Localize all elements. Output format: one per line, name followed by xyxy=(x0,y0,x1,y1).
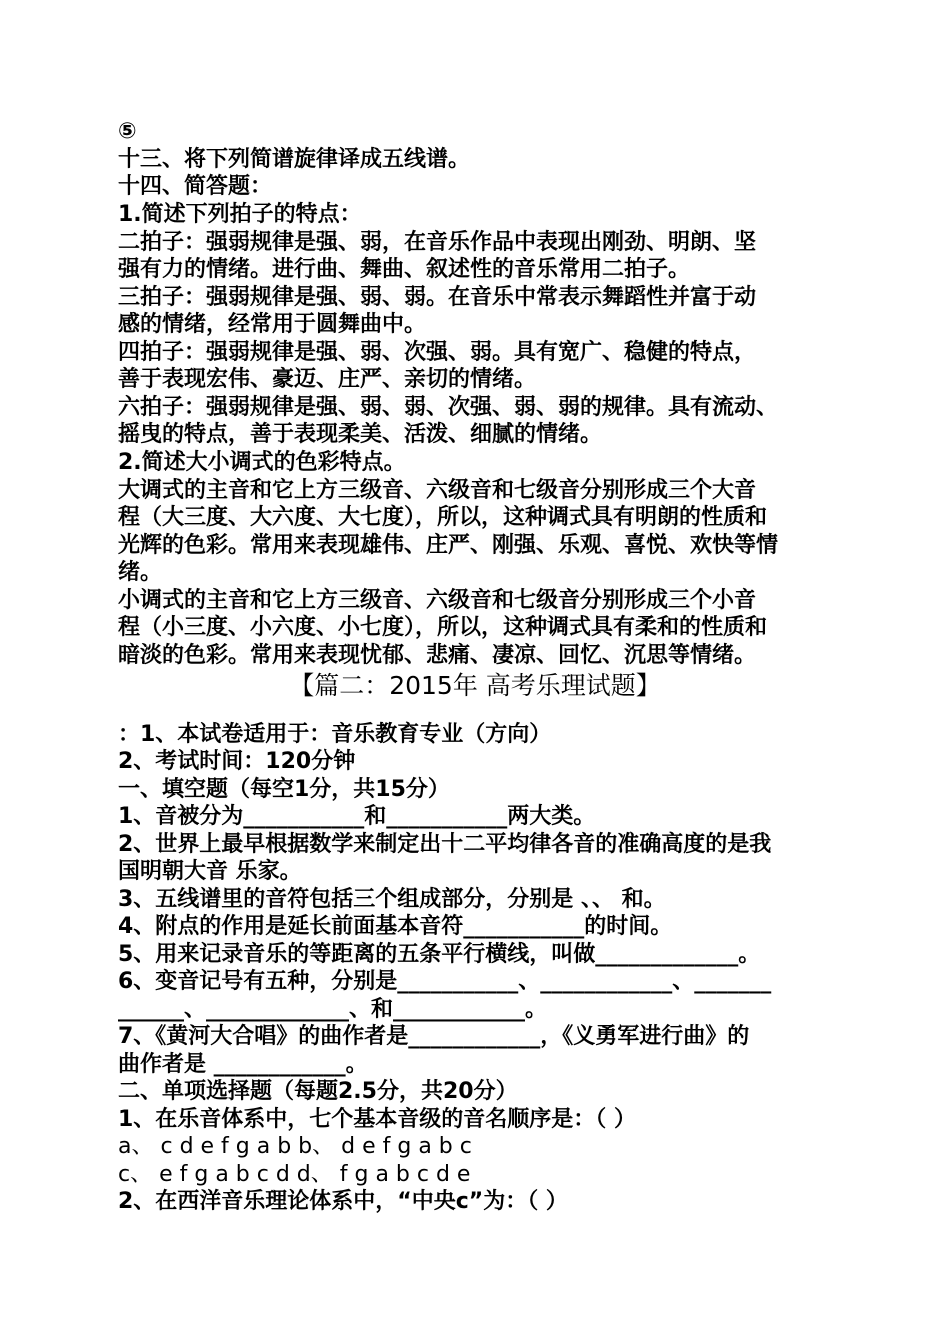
circled-five-marker: ⑤ xyxy=(118,119,137,144)
choice-1-options-cd: c、 e f g a b c d d、 f g a b c d e xyxy=(118,1162,471,1187)
major-mode-line-1: 大调式的主音和它上方三级音、六级音和七级音分别形成三个大音 xyxy=(118,478,757,503)
fill-question-4: 4、附点的作用是延长前面基本音符___________的时间。 xyxy=(118,914,673,939)
major-mode-line-2: 程（大三度、大六度、大七度），所以，这种调式具有明朗的性质和 xyxy=(118,505,768,530)
fill-question-6-line-1: 6、变音记号有五种，分别是___________、____________、_______ xyxy=(118,969,772,994)
quadruple-meter-line-1: 四拍子：强弱规律是强、弱、次强、弱。具有宽广、稳健的特点， xyxy=(118,340,757,365)
sextuple-meter-line-2: 摇曳的特点，善于表现柔美、活泼、细腻的情绪。 xyxy=(118,422,603,447)
fill-question-7-line-1: 7、《黄河大合唱》的曲作者是____________，《义勇军进行曲》的 xyxy=(118,1024,750,1049)
fill-question-2-line-1: 2、世界上最早根据数学来制定出十二平均律各音的准确高度的是我 xyxy=(118,832,772,857)
fill-question-5: 5、用来记录音乐的等距离的五条平行横线，叫做_____________。 xyxy=(118,942,761,967)
triple-meter-line-1: 三拍子：强弱规律是强、弱、弱。在音乐中常表示舞蹈性并富于动 xyxy=(118,285,757,310)
section-title: 【篇二：2015年 高考乐理试题】 xyxy=(289,671,661,700)
fill-question-3: 3、五线谱里的音符包括三个组成部分，分别是 、、 和。 xyxy=(118,887,666,912)
minor-mode-line-1: 小调式的主音和它上方三级音、六级音和七级音分别形成三个小音 xyxy=(118,588,757,613)
fill-question-6-line-2: ______、_____________、和____________。 xyxy=(118,997,548,1022)
choice-question-2: 2、在西洋音乐理论体系中，“中央c”为：（ ） xyxy=(118,1189,568,1214)
question-13-heading: 十三、将下列简谱旋律译成五线谱。 xyxy=(118,147,471,172)
exam-note-1: ：1、本试卷适用于：音乐教育专业（方向） xyxy=(118,722,552,747)
minor-mode-line-3: 暗淡的色彩。常用来表现忧郁、悲痛、凄凉、回忆、沉思等情绪。 xyxy=(118,643,757,668)
subquestion-1: 1.简述下列拍子的特点： xyxy=(118,202,362,227)
fill-question-1: 1、音被分为___________和___________两大类。 xyxy=(118,804,596,829)
duple-meter-line-1: 二拍子：强弱规律是强、弱，在音乐作品中表现出刚劲、明朗、坚 xyxy=(118,230,757,255)
major-mode-line-3: 光辉的色彩。常用来表现雄伟、庄严、刚强、乐观、喜悦、欢快等情 xyxy=(118,533,779,558)
question-14-heading: 十四、简答题： xyxy=(118,174,273,199)
choice-1-options-ab: a、 c d e f g a b b、 d e f g a b c xyxy=(118,1134,472,1159)
major-mode-line-4: 绪。 xyxy=(118,560,163,585)
sextuple-meter-line-1: 六拍子：强弱规律是强、弱、弱、次强、弱、弱的规律。具有流动、 xyxy=(118,395,779,420)
fill-question-7-line-2: 曲作者是 ____________。 xyxy=(118,1052,368,1077)
duple-meter-line-2: 强有力的情绪。进行曲、舞曲、叙述性的音乐常用二拍子。 xyxy=(118,257,691,282)
triple-meter-line-2: 感的情绪，经常用于圆舞曲中。 xyxy=(118,312,427,337)
fill-in-section-heading: 一、填空题（每空1分，共15分） xyxy=(118,777,450,802)
subquestion-2: 2.简述大小调式的色彩特点。 xyxy=(118,450,406,475)
minor-mode-line-2: 程（小三度、小六度、小七度），所以，这种调式具有柔和的性质和 xyxy=(118,615,768,640)
quadruple-meter-line-2: 善于表现宏伟、豪迈、庄严、亲切的情绪。 xyxy=(118,367,537,392)
choice-question-1: 1、在乐音体系中，七个基本音级的音名顺序是：（ ） xyxy=(118,1107,636,1132)
choice-section-heading: 二、单项选择题（每题2.5分，共20分） xyxy=(118,1079,518,1104)
exam-note-2: 2、考试时间：120分钟 xyxy=(118,749,356,774)
fill-question-2-line-2: 国明朝大音 乐家。 xyxy=(118,859,302,884)
